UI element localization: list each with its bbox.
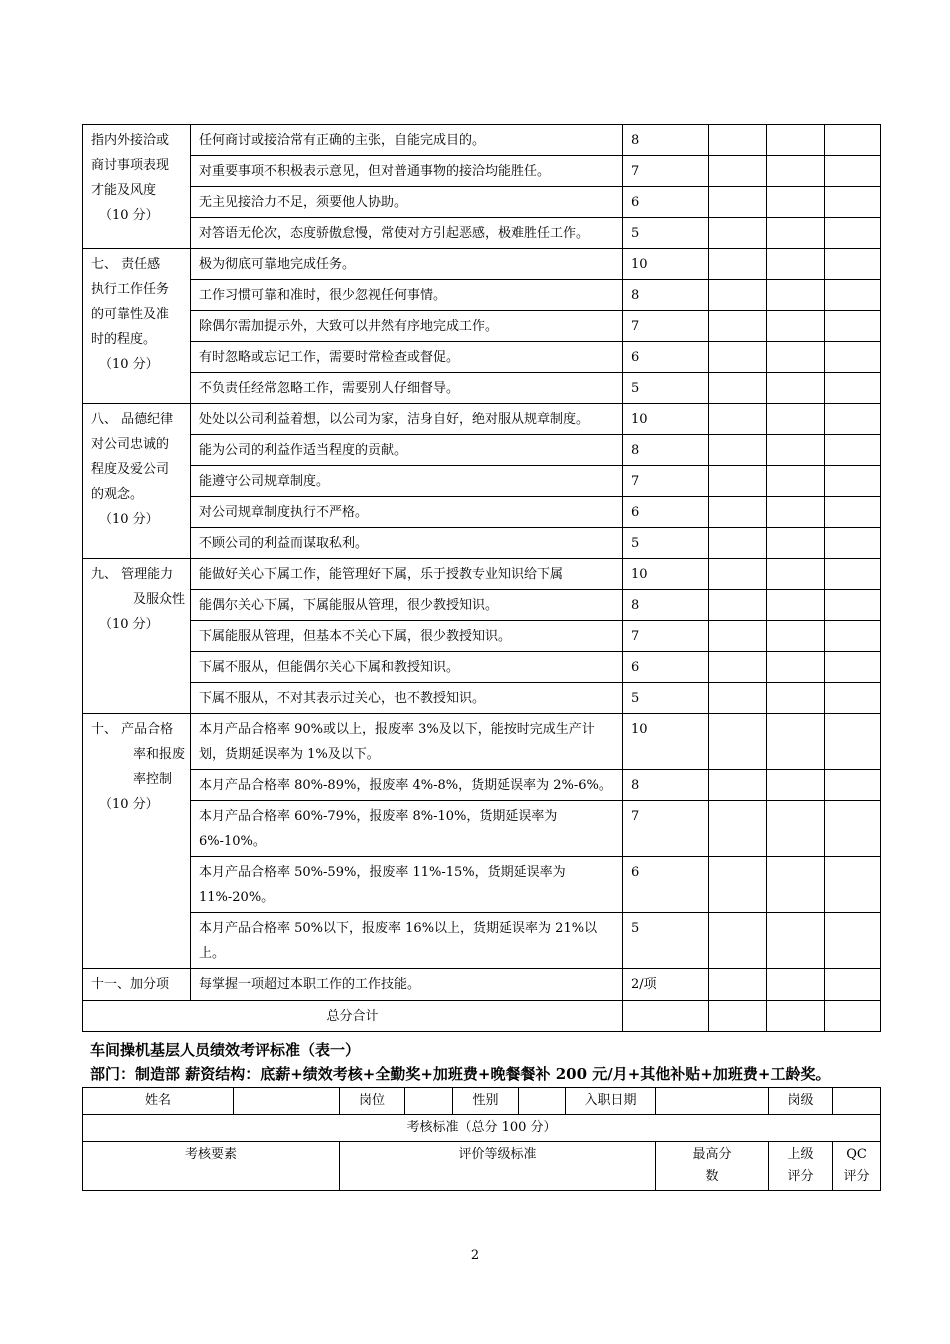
superior-score-cell[interactable] <box>709 125 767 156</box>
category-line: （10 分） <box>99 797 159 812</box>
total-qc-cell[interactable] <box>767 1001 825 1032</box>
table-row <box>83 590 881 621</box>
criteria-text: 能做好关心下属工作，能管理好下属，乐于授教专业知识给下属 <box>191 559 623 590</box>
col-superior-line2: 评分 <box>787 1169 814 1184</box>
criteria-text: 不顾公司的利益而谋取私利。 <box>191 528 623 559</box>
average-score-cell[interactable] <box>825 187 881 218</box>
qc-score-cell[interactable] <box>767 770 825 801</box>
average-score-cell[interactable] <box>825 280 881 311</box>
category-cell <box>83 125 191 249</box>
max-score: 5 <box>623 683 709 714</box>
qc-score-cell[interactable] <box>767 559 825 590</box>
total-row <box>83 1001 881 1032</box>
superior-score-cell[interactable] <box>709 770 767 801</box>
table-row <box>83 125 881 156</box>
category-line: 十一、加分项 <box>91 977 170 992</box>
max-score: 6 <box>623 342 709 373</box>
col-max-score <box>656 1142 769 1191</box>
superior-score-cell[interactable] <box>709 969 767 1001</box>
superior-score-cell[interactable] <box>709 342 767 373</box>
gender-value[interactable] <box>519 1088 566 1115</box>
qc-score-cell[interactable] <box>767 218 825 249</box>
qc-score-cell[interactable] <box>767 652 825 683</box>
table-row <box>83 913 881 969</box>
category-line: 的观念。 <box>91 487 144 502</box>
superior-score-cell[interactable] <box>709 913 767 969</box>
category-line: （10 分） <box>99 617 159 632</box>
category-line: 九、 管理能力 <box>91 567 174 582</box>
table-row <box>83 466 881 497</box>
qc-score-cell[interactable] <box>767 280 825 311</box>
criteria-text: 极为彻底可靠地完成任务。 <box>191 249 623 280</box>
max-score: 10 <box>623 559 709 590</box>
superior-score-cell[interactable] <box>709 156 767 187</box>
category-line: （10 分） <box>99 357 159 372</box>
category-line: 对公司忠诚的 <box>91 437 170 452</box>
table-row <box>83 801 881 857</box>
max-score: 10 <box>623 404 709 435</box>
table-row <box>83 342 881 373</box>
table-row <box>83 497 881 528</box>
name-value[interactable] <box>234 1088 340 1115</box>
table-row <box>83 373 881 404</box>
qc-score-cell[interactable] <box>767 466 825 497</box>
criteria-text: 每掌握一项超过本职工作的工作技能。 <box>191 969 623 1001</box>
superior-score-cell[interactable] <box>709 857 767 913</box>
col-max-score-line2: 数 <box>705 1169 719 1184</box>
max-score: 6 <box>623 857 709 913</box>
category-cell <box>83 249 191 404</box>
qc-score-cell[interactable] <box>767 435 825 466</box>
col-max-score-line1: 最高分 <box>692 1147 732 1162</box>
max-score: 10 <box>623 249 709 280</box>
max-score: 8 <box>623 590 709 621</box>
average-score-cell[interactable] <box>825 621 881 652</box>
qc-score-cell[interactable] <box>767 125 825 156</box>
average-score-cell[interactable] <box>825 683 881 714</box>
average-score-cell[interactable] <box>825 156 881 187</box>
qc-score-cell[interactable] <box>767 714 825 770</box>
criteria-text: 本月产品合格率 80%-89%，报废率 4%-8%，货期延误率为 2%-6%。 <box>191 770 623 801</box>
criteria-text: 任何商讨或接洽常有正确的主张，自能完成目的。 <box>191 125 623 156</box>
max-score: 7 <box>623 621 709 652</box>
criteria-text: 对重要事项不积极表示意见，但对普通事物的接洽均能胜任。 <box>191 156 623 187</box>
max-score: 10 <box>623 714 709 770</box>
category-line: 十、 产品合格 <box>91 722 174 737</box>
qc-score-cell[interactable] <box>767 621 825 652</box>
max-score: 8 <box>623 280 709 311</box>
qc-score-cell[interactable] <box>767 857 825 913</box>
category-line: 七、 责任感 <box>91 257 161 272</box>
average-score-cell[interactable] <box>825 218 881 249</box>
criteria-text: 下属不服从，但能偶尔关心下属和教授知识。 <box>191 652 623 683</box>
average-score-cell[interactable] <box>825 590 881 621</box>
category-line: 才能及风度 <box>91 183 157 198</box>
table-row <box>83 683 881 714</box>
evaluation-table <box>82 124 881 1032</box>
qc-score-cell[interactable] <box>767 404 825 435</box>
superior-score-cell[interactable] <box>709 801 767 857</box>
max-score: 6 <box>623 497 709 528</box>
superior-score-cell[interactable] <box>709 683 767 714</box>
superior-score-cell[interactable] <box>709 187 767 218</box>
entry-date-value[interactable] <box>656 1088 769 1115</box>
average-score-cell[interactable] <box>825 857 881 913</box>
superior-score-cell[interactable] <box>709 528 767 559</box>
table-row <box>83 559 881 590</box>
category-line: 指内外接洽或 <box>91 133 170 148</box>
superior-score-cell[interactable] <box>709 559 767 590</box>
table-row <box>83 621 881 652</box>
category-line: 率和报废 <box>133 747 186 762</box>
table-row <box>83 528 881 559</box>
max-score: 7 <box>623 311 709 342</box>
total-max-cell[interactable] <box>623 1001 709 1032</box>
average-score-cell[interactable] <box>825 342 881 373</box>
average-score-cell[interactable] <box>825 652 881 683</box>
criteria-text: 不负责任经常忽略工作，需要别人仔细督导。 <box>191 373 623 404</box>
criteria-text: 本月产品合格率 90%或以上，报废率 3%及以下，能按时完成生产计划，货期延误率为 1%及以下。 <box>191 714 623 770</box>
superior-score-cell[interactable] <box>709 466 767 497</box>
criteria-text: 处处以公司利益着想，以公司为家，洁身自好，绝对服从规章制度。 <box>191 404 623 435</box>
max-score: 5 <box>623 373 709 404</box>
max-score: 5 <box>623 218 709 249</box>
category-line: 的可靠性及准 <box>91 307 170 322</box>
superior-score-cell[interactable] <box>709 497 767 528</box>
superior-score-cell[interactable] <box>709 404 767 435</box>
average-score-cell[interactable] <box>825 714 881 770</box>
qc-score-cell[interactable] <box>767 683 825 714</box>
average-score-cell[interactable] <box>825 969 881 1001</box>
total-label: 总分合计 <box>83 1001 623 1032</box>
criteria-text: 本月产品合格率 60%-79%，报废率 8%-10%，货期延误率为 6%-10%。 <box>191 801 623 857</box>
superior-score-cell[interactable] <box>709 590 767 621</box>
table-row <box>83 156 881 187</box>
criteria-text: 无主见接洽力不足，须要他人协助。 <box>191 187 623 218</box>
superior-score-cell[interactable] <box>709 311 767 342</box>
max-score: 6 <box>623 652 709 683</box>
qc-score-cell[interactable] <box>767 373 825 404</box>
col-grade-standard: 评价等级标准 <box>340 1142 656 1191</box>
table-row <box>83 435 881 466</box>
criteria-text: 本月产品合格率 50%-59%，报废率 11%-15%，货期延误率为 11%-20%。 <box>191 857 623 913</box>
superior-score-cell[interactable] <box>709 280 767 311</box>
position-value[interactable] <box>405 1088 453 1115</box>
category-line: 执行工作任务 <box>91 282 170 297</box>
qc-score-cell[interactable] <box>767 311 825 342</box>
average-score-cell[interactable] <box>825 559 881 590</box>
qc-score-cell[interactable] <box>767 913 825 969</box>
standard-total-label: 考核标准（总分 100 分） <box>83 1115 881 1142</box>
category-cell <box>83 969 191 1001</box>
average-score-cell[interactable] <box>825 801 881 857</box>
superior-score-cell[interactable] <box>709 373 767 404</box>
criteria-text: 下属能服从管理，但基本不关心下属，很少教授知识。 <box>191 621 623 652</box>
criteria-text: 除偶尔需加提示外，大致可以井然有序地完成工作。 <box>191 311 623 342</box>
table-row <box>83 770 881 801</box>
average-score-cell[interactable] <box>825 404 881 435</box>
average-score-cell[interactable] <box>825 528 881 559</box>
max-score: 8 <box>623 770 709 801</box>
criteria-text: 下属不服从，不对其表示过关心，也不教授知识。 <box>191 683 623 714</box>
total-superior-cell[interactable] <box>709 1001 767 1032</box>
average-score-cell[interactable] <box>825 435 881 466</box>
table-row <box>83 311 881 342</box>
average-score-cell[interactable] <box>825 373 881 404</box>
header-table <box>82 1087 881 1191</box>
average-score-cell[interactable] <box>825 913 881 969</box>
average-score-cell[interactable] <box>825 249 881 280</box>
criteria-text: 能遵守公司规章制度。 <box>191 466 623 497</box>
max-score: 8 <box>623 435 709 466</box>
col-qc-line2: 评分 <box>843 1169 870 1184</box>
qc-score-cell[interactable] <box>767 590 825 621</box>
criteria-text: 能偶尔关心下属，下属能服从管理，很少教授知识。 <box>191 590 623 621</box>
name-label: 姓名 <box>83 1088 234 1115</box>
superior-score-cell[interactable] <box>709 435 767 466</box>
max-score: 7 <box>623 156 709 187</box>
category-line: 程度及爱公司 <box>91 462 170 477</box>
section-title: 车间操机基层人员绩效考评标准（表一） <box>90 1041 361 1059</box>
qc-score-cell[interactable] <box>767 497 825 528</box>
table-row <box>83 280 881 311</box>
average-score-cell[interactable] <box>825 311 881 342</box>
max-score: 5 <box>623 913 709 969</box>
average-score-cell[interactable] <box>825 466 881 497</box>
col-element: 考核要素 <box>83 1142 340 1191</box>
qc-score-cell[interactable] <box>767 187 825 218</box>
criteria-text: 能为公司的利益作适当程度的贡献。 <box>191 435 623 466</box>
category-line: （10 分） <box>99 512 159 527</box>
superior-score-cell[interactable] <box>709 652 767 683</box>
qc-score-cell[interactable] <box>767 801 825 857</box>
average-score-cell[interactable] <box>825 497 881 528</box>
category-cell <box>83 714 191 969</box>
max-score: 8 <box>623 125 709 156</box>
info-row <box>83 1088 881 1115</box>
max-score: 6 <box>623 187 709 218</box>
position-label: 岗位 <box>340 1088 405 1115</box>
category-line: 率控制 <box>133 772 173 787</box>
entry-date-label: 入职日期 <box>566 1088 656 1115</box>
max-score: 7 <box>623 466 709 497</box>
max-score: 7 <box>623 801 709 857</box>
table-row <box>83 969 881 1001</box>
standard-row <box>83 1115 881 1142</box>
superior-score-cell[interactable] <box>709 249 767 280</box>
category-line: （10 分） <box>99 208 159 223</box>
qc-score-cell[interactable] <box>767 249 825 280</box>
criteria-text: 本月产品合格率 50%以下，报废率 16%以上，货期延误率为 21%以上。 <box>191 913 623 969</box>
total-average-cell[interactable] <box>825 1001 881 1032</box>
category-line: 及服众性 <box>133 592 186 607</box>
average-score-cell[interactable] <box>825 125 881 156</box>
category-cell <box>83 559 191 714</box>
column-header-row <box>83 1142 881 1191</box>
page-number: 2 <box>470 1248 480 1263</box>
superior-score-cell[interactable] <box>709 714 767 770</box>
table-row <box>83 249 881 280</box>
qc-score-cell[interactable] <box>767 528 825 559</box>
criteria-text: 对答语无伦次，态度骄傲怠慢，常使对方引起恶感，极难胜任工作。 <box>191 218 623 249</box>
qc-score-cell[interactable] <box>767 156 825 187</box>
col-superior <box>769 1142 833 1191</box>
col-qc-line1: QC <box>846 1147 867 1162</box>
qc-score-cell[interactable] <box>767 969 825 1001</box>
superior-score-cell[interactable] <box>709 218 767 249</box>
criteria-text: 工作习惯可靠和准时，很少忽视任何事情。 <box>191 280 623 311</box>
grade-value[interactable] <box>833 1088 881 1115</box>
category-line: 八、 品德纪律 <box>91 412 174 427</box>
average-score-cell[interactable] <box>825 770 881 801</box>
col-qc <box>833 1142 881 1191</box>
table-row <box>83 714 881 770</box>
criteria-text: 对公司规章制度执行不严格。 <box>191 497 623 528</box>
superior-score-cell[interactable] <box>709 621 767 652</box>
col-superior-line1: 上级 <box>787 1147 814 1162</box>
category-line: 商讨事项表现 <box>91 158 170 173</box>
section-subtitle: 部门：制造部 薪资结构：底薪+绩效考核+全勤奖+加班费+晚餐餐补 200 元/月+其他补贴+加班费+工龄奖。 <box>90 1065 831 1083</box>
category-cell <box>83 404 191 559</box>
criteria-text: 有时忽略或忘记工作，需要时常检查或督促。 <box>191 342 623 373</box>
gender-label: 性别 <box>453 1088 519 1115</box>
max-score: 2/项 <box>623 969 709 1001</box>
table-row <box>83 404 881 435</box>
category-line: 时的程度。 <box>91 332 157 347</box>
table-row <box>83 187 881 218</box>
max-score: 5 <box>623 528 709 559</box>
qc-score-cell[interactable] <box>767 342 825 373</box>
grade-label: 岗级 <box>769 1088 833 1115</box>
table-row <box>83 218 881 249</box>
table-row <box>83 652 881 683</box>
table-row <box>83 857 881 913</box>
